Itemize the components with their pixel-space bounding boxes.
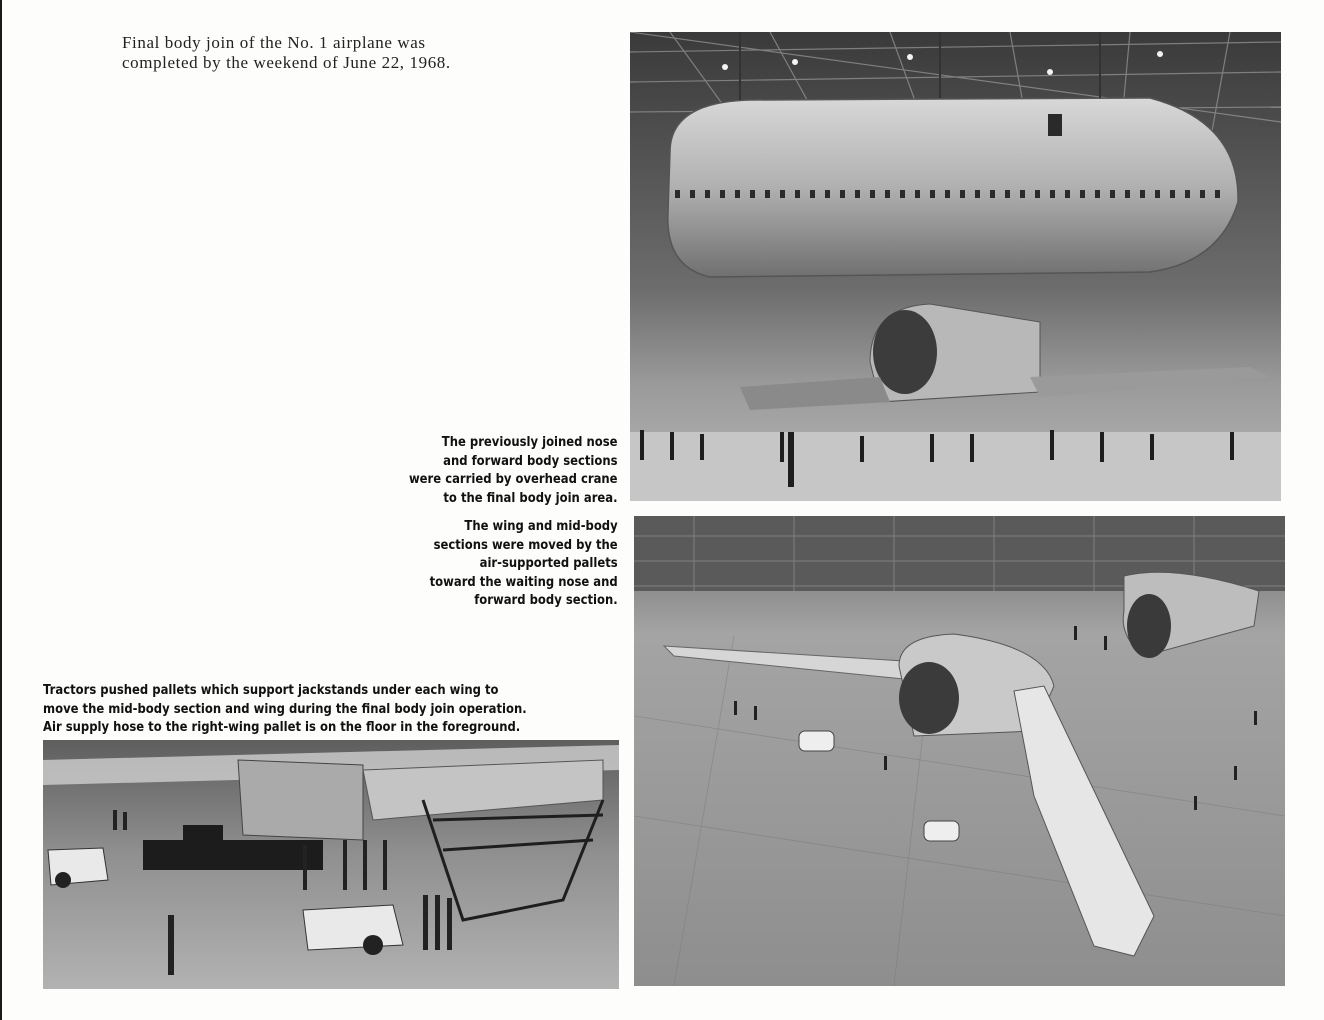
- caption-tractors-line-1: Tractors pushed pallets which support jackstands under each wing to: [43, 682, 499, 698]
- caption-pallets-line-2: sections were moved by the: [433, 536, 618, 553]
- caption-crane-line-4: to the final body join area.: [443, 489, 618, 506]
- photo-tractors-pallets: [43, 740, 619, 989]
- caption-crane-line-2: and forward body sections: [443, 452, 618, 469]
- caption-pallets-line-4: toward the waiting nose and: [429, 573, 618, 590]
- photo-wing-image: [634, 516, 1285, 986]
- caption-pallets-line-3: air-supported pallets: [479, 555, 618, 571]
- page-binding-edge: [0, 0, 2, 1020]
- caption-pallets: [430, 517, 618, 610]
- caption-crane-line-3: were carried by overhead crane: [409, 471, 618, 487]
- intro-line-1: Final body join of the No. 1 airplane was: [122, 33, 426, 52]
- caption-pallets-line-1: The wing and mid-body: [464, 518, 618, 534]
- caption-pallets-line-5: forward body section.: [474, 592, 618, 608]
- intro-paragraph: [122, 33, 542, 73]
- photo-overhead-crane: [630, 32, 1281, 501]
- caption-tractors-line-2: move the mid-body section and wing during the final body join operation.: [43, 700, 527, 717]
- intro-line-2: completed by the weekend of June 22, 1968.: [122, 53, 451, 72]
- caption-crane: [409, 433, 618, 507]
- caption-tractors-line-3: Air supply hose to the right-wing pallet is on the floor in the foreground.: [43, 719, 521, 735]
- photo-wing-mid-body: [634, 516, 1285, 986]
- caption-crane-line-1: The previously joined nose: [442, 434, 618, 450]
- photo-crane-image: [630, 32, 1281, 501]
- photo-tractors-image: [43, 740, 619, 989]
- caption-tractors: [43, 681, 527, 737]
